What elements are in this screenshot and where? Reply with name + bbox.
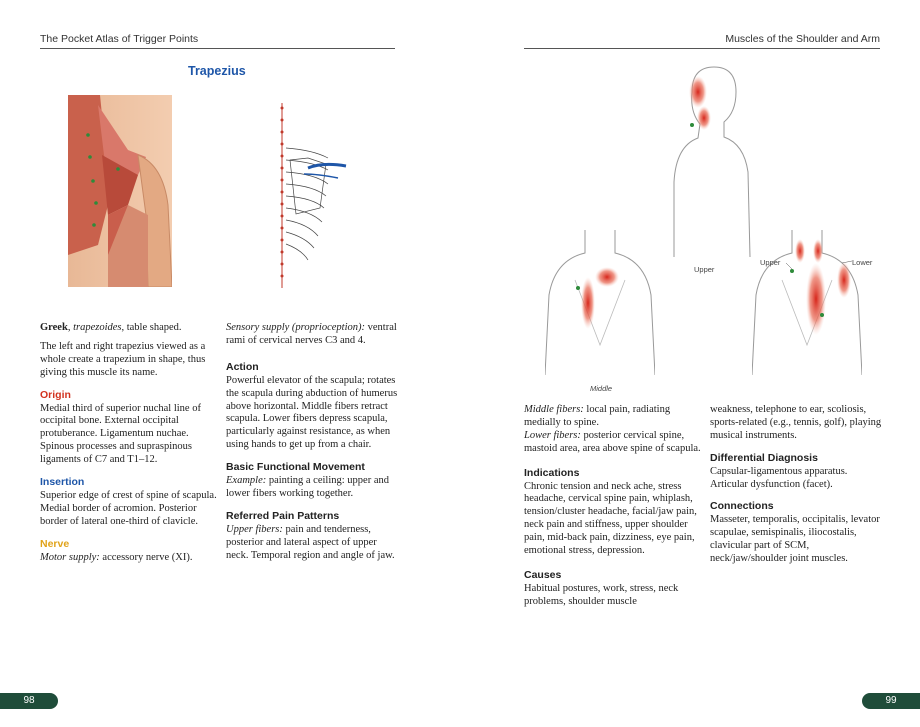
muscle-title: Trapezius [188,64,246,78]
bfm-text [226,475,398,501]
etymology-greek: trapezoides [73,322,122,333]
header-rule-left [40,48,395,49]
back-upper-lower-fibers-illustration [752,225,862,380]
sensory-value: ventral rami of cervical nerves C3 and 4. [226,322,397,346]
insertion-text: Superior edge of crest of spine of scapula. Medial border of acromion. Posterior border of lateral one-third of clavicle. [40,489,217,527]
right-column-1 [524,404,702,609]
label-upper-mid: Upper [694,265,715,274]
bfm-label: Example: [226,475,267,487]
rpp-heading: Referred Pain Patterns [226,509,340,522]
label-upper-right: Upper [760,258,781,267]
bfm-heading: Basic Functional Movement [226,461,365,474]
left-column-1 [40,322,218,565]
etymology-rest: , table shaped. [121,322,182,333]
left-column-2 [226,322,398,563]
differential-diagnosis-heading: Differential Diagnosis [710,451,818,464]
connections-text: Masseter, temporalis, occipitalis, levator scapulae, semispinalis, iliocostalis, clavicular part of SCM, neck/jaw/shoulder joint muscles. [710,514,880,565]
origin-text: Medial third of superior nuchal line of occipital bone. External occipital protuberance. Ligamentum nuchae. Spinous processes and supraspinous ligaments of C7 and T1–12. [40,402,201,466]
middle-fibers-text [524,404,702,430]
lower-fibers-value: posterior cervical spine, mastoid area, area above spine of scapula. [524,429,701,454]
sensory-label: Sensory supply (proprioception): [226,322,366,333]
causes-heading: Causes [524,568,562,581]
nerve-text [40,552,218,565]
sensory-supply [226,322,398,348]
head-profile-pain-illustration [662,62,754,257]
etymology-lead: Greek [40,322,68,333]
action-text: Powerful elevator of the scapula; rotates the scapula during abduction of humerus above horizontal. Middle fibers retract scapula. Lower fibers depress scapula, particularly against resistance, as when using hands to get up from a chair. [226,374,398,451]
skeleton-spine-illustration [268,98,348,290]
lower-fibers-label: Lower fibers: [524,429,581,441]
running-head-right: Muscles of the Shoulder and Arm [725,33,880,45]
lower-fibers-text [524,430,702,456]
running-head-left: The Pocket Atlas of Trigger Points [40,33,199,45]
nerve-motor-label: Motor supply: [40,551,100,563]
page-number-right: 99 [862,693,920,709]
origin-heading: Origin [40,388,71,401]
page-number-left: 98 [0,693,58,709]
nerve-heading: Nerve [40,537,70,550]
causes-continued: weakness, telephone to ear, scoliosis, sports-related (e.g., tennis, golf), playing musical instruments. [710,404,882,441]
rpp-text [226,524,398,563]
header-rule-right [524,48,880,49]
right-column-2 [710,404,882,566]
middle-fibers-label: Middle fibers: [524,404,584,415]
causes-text: Habitual postures, work, stress, neck problems, shoulder muscle [524,582,679,607]
label-lower: Lower [852,258,873,267]
etymology: Greek, trapezoides, table shaped. [40,322,182,333]
back-middle-fibers-illustration [545,225,655,380]
connections-heading: Connections [710,500,774,513]
intro-paragraph: The left and right trapezius viewed as a whole create a trapezium in shape, thus giving this muscle its name. [40,340,206,378]
insertion-heading: Insertion [40,476,85,489]
differential-diagnosis-text: Capsular-ligamentous apparatus. Articular dysfunction (facet). [710,465,848,490]
indications-heading: Indications [524,466,580,479]
bfm-value: painting a ceiling: upper and lower fibers working together. [226,475,389,499]
action-heading: Action [226,360,259,373]
rpp-value: pain and tenderness, posterior and lateral aspect of upper neck. Temporal region and angle of jaw. [226,523,395,561]
label-middle: Middle [590,384,613,393]
nerve-motor-value: accessory nerve (XI). [99,551,193,563]
rpp-label: Upper fibers: [226,523,283,535]
middle-fibers-value: local pain, radiating medially to spine. [524,404,671,428]
trapezius-anatomy-illustration [68,95,172,287]
indications-text: Chronic tension and neck ache, stress headache, cervical spine pain, whiplash, tension/cluster headache, facial/jaw pain, neck pain and stiffness, upper shoulder pain, mid-back pain, dizziness, eye pain, emotional stress, depression. [524,480,697,557]
